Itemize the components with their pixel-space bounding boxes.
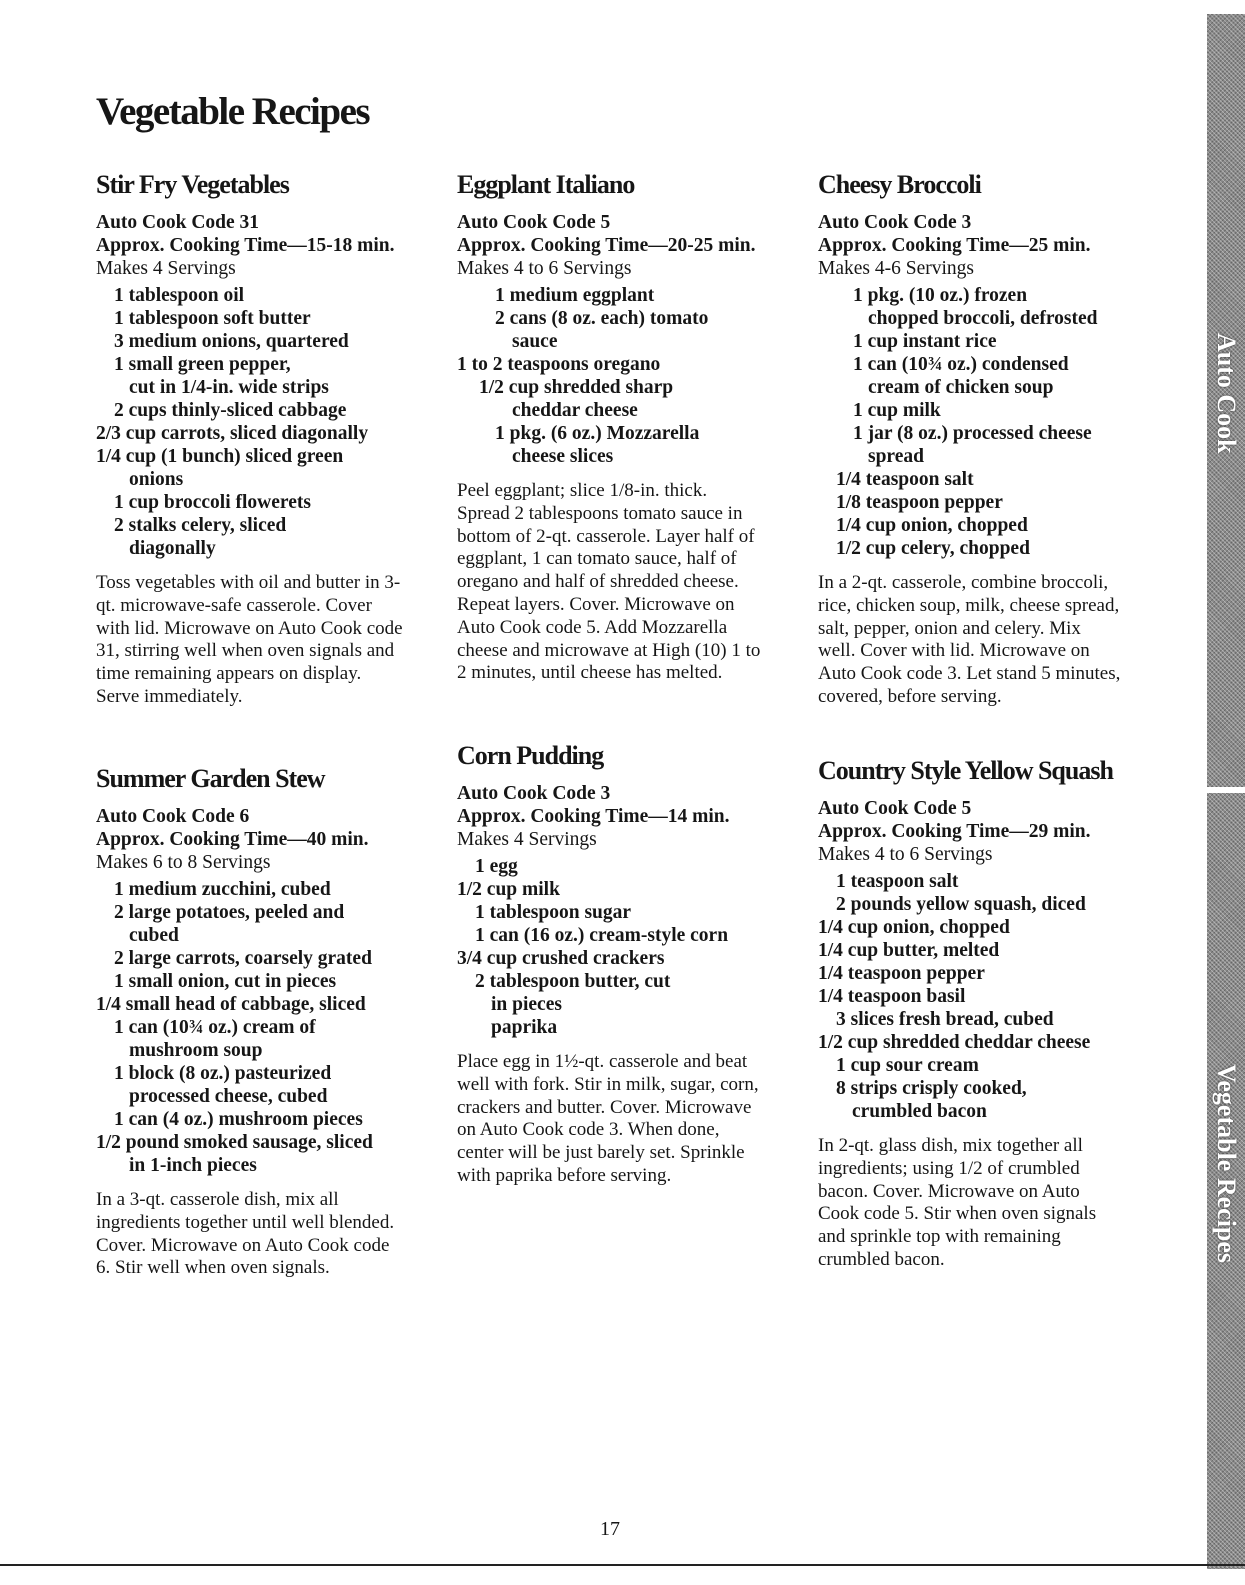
ingredient-list xyxy=(818,870,1148,1123)
ingredient-line: in pieces xyxy=(491,994,562,1015)
ingredient-line: cheddar cheese xyxy=(512,400,638,421)
recipe-title: Eggplant Italiano xyxy=(457,170,635,199)
recipe-corn-pudding xyxy=(457,743,787,1207)
page-title: Vegetable Recipes xyxy=(96,90,370,133)
ingredient-line: 1 tablespoon soft butter xyxy=(114,308,311,329)
ingredient-line: 3 slices fresh bread, cubed xyxy=(836,1009,1054,1030)
side-tab-text xyxy=(1211,28,1241,1568)
ingredient-line: 1 can (10¾ oz.) cream of xyxy=(114,1017,316,1038)
recipe-meta xyxy=(457,782,787,851)
recipe-title: Cheesy Broccoli xyxy=(818,170,981,199)
ingredient-line: 3 medium onions, quartered xyxy=(114,331,349,352)
ingredient-line: 1 can (16 oz.) cream-style corn xyxy=(475,925,729,946)
ingredient-line: 1/2 pound smoked sausage, sliced xyxy=(96,1132,373,1153)
ingredient-line: 1 jar (8 oz.) processed cheese xyxy=(853,423,1092,444)
ingredient-line: sauce xyxy=(512,331,558,352)
ingredient-line: 1/4 cup butter, melted xyxy=(818,940,1000,961)
ingredient-line: 1 to 2 teaspoons oregano xyxy=(457,354,661,375)
directions: Peel eggplant; slice 1/8-in. thick. Spread 2 tablespoons tomato sauce in bottom of 2-qt. casserole. Layer half of eggplant, 1 can tomato sauce, half of oregano and half of shredded cheese. Repeat layers. Cover. Microwave on Auto Cook code 5. Add Mozzarella cheese and microwave at High (10) 1 to 2 minutes, until cheese has melted. xyxy=(457,480,761,684)
ingredient-line: diagonally xyxy=(129,538,216,559)
side-tab-label: Auto Cook xyxy=(1212,333,1241,454)
recipe-meta xyxy=(96,805,426,874)
ingredient-line: 1/8 teaspoon pepper xyxy=(836,492,1003,513)
recipe-title: Stir Fry Vegetables xyxy=(96,170,289,199)
ingredient-line: 2 large potatoes, peeled and xyxy=(114,902,345,923)
cooking-time: Approx. Cooking Time—20-25 min. xyxy=(457,235,756,256)
ingredient-line: 1 cup milk xyxy=(853,400,941,421)
cooking-time: Approx. Cooking Time—25 min. xyxy=(818,235,1091,256)
ingredient-line: 1/2 cup shredded sharp xyxy=(479,377,674,398)
auto-cook-code: Auto Cook Code 3 xyxy=(457,783,611,804)
recipe-title: Summer Garden Stew xyxy=(96,764,325,793)
ingredient-line: onions xyxy=(129,469,184,490)
ingredient-line: cream of chicken soup xyxy=(868,377,1054,398)
ingredient-line: 1/4 cup (1 bunch) sliced green xyxy=(96,446,344,467)
side-tab-label: Vegetable Recipes xyxy=(1212,1063,1241,1263)
servings: Makes 4 to 6 Servings xyxy=(457,258,632,279)
servings: Makes 4 to 6 Servings xyxy=(818,844,993,865)
recipe-cheesy-broccoli xyxy=(818,172,1148,728)
recipe-eggplant-italiano xyxy=(457,172,787,704)
auto-cook-code: Auto Cook Code 6 xyxy=(96,806,250,827)
ingredient-line: 1/4 teaspoon basil xyxy=(818,986,966,1007)
directions: Place egg in 1½-qt. casserole and beat well with fork. Stir in milk, sugar, corn, crackers and butter. Cover. Microwave on Auto Cook code 3. When done, center will be just barely set. Sprinkle with paprika before serving. xyxy=(457,1051,759,1186)
recipe-country-style-yellow-squash xyxy=(818,758,1148,1291)
ingredient-line: spread xyxy=(868,446,924,467)
page-number: 17 xyxy=(600,1518,620,1540)
auto-cook-code: Auto Cook Code 3 xyxy=(818,212,972,233)
ingredient-line: 1 block (8 oz.) pasteurized xyxy=(114,1063,332,1084)
ingredient-list xyxy=(457,855,787,1039)
ingredient-line: 1 can (10¾ oz.) condensed xyxy=(853,354,1069,375)
recipe-title: Corn Pudding xyxy=(457,741,604,770)
recipe-meta xyxy=(818,797,1148,866)
ingredient-line: cut in 1/4-in. wide strips xyxy=(129,377,329,398)
cooking-time: Approx. Cooking Time—14 min. xyxy=(457,806,730,827)
ingredient-line: 1 small green pepper, xyxy=(114,354,291,375)
ingredient-line: 1/4 teaspoon pepper xyxy=(818,963,985,984)
ingredient-line: 1/2 cup shredded cheddar cheese xyxy=(818,1032,1091,1053)
ingredient-line: mushroom soup xyxy=(129,1040,263,1061)
ingredient-line: 2 cups thinly-sliced cabbage xyxy=(114,400,347,421)
ingredient-line: 2/3 cup carrots, sliced diagonally xyxy=(96,423,369,444)
ingredient-line: processed cheese, cubed xyxy=(129,1086,328,1107)
ingredient-line: 1 cup broccoli flowerets xyxy=(114,492,311,513)
cooking-time: Approx. Cooking Time—29 min. xyxy=(818,821,1091,842)
directions: In a 2-qt. casserole, combine broccoli, rice, chicken soup, milk, cheese spread, salt, pepper, onion and celery. Mix well. Cover with lid. Microwave on Auto Cook code 3. Let stand 5 minutes, covered, before serving. xyxy=(818,572,1121,707)
ingredient-line: cheese slices xyxy=(512,446,614,467)
ingredient-line: paprika xyxy=(491,1017,558,1038)
ingredient-line: 1 cup instant rice xyxy=(853,331,997,352)
servings: Makes 4 Servings xyxy=(457,829,597,850)
bottom-rule xyxy=(0,1564,1245,1566)
ingredient-line: chopped broccoli, defrosted xyxy=(868,308,1098,329)
ingredient-list xyxy=(457,284,787,468)
ingredient-line: 1/4 teaspoon salt xyxy=(836,469,974,490)
section-side-tab xyxy=(1207,14,1245,1569)
recipe-summer-garden-stew xyxy=(96,766,426,1299)
directions: Toss vegetables with oil and butter in 3-qt. microwave-safe casserole. Cover with lid. Microwave on Auto Cook code 31, stirring well when oven signals and time remaining appears on display. Serve immediately. xyxy=(96,572,403,707)
ingredient-line: 2 tablespoon butter, cut xyxy=(475,971,671,992)
ingredient-line: 1/4 cup onion, chopped xyxy=(818,917,1010,938)
directions: In 2-qt. glass dish, mix together all ingredients; using 1/2 of crumbled bacon. Cover. Microwave on Auto Cook code 5. Stir when oven signals and sprinkle top with remaining crumbled bacon. xyxy=(818,1135,1097,1270)
ingredient-line: 1/4 cup onion, chopped xyxy=(836,515,1028,536)
recipe-meta xyxy=(818,211,1148,280)
directions: In a 3-qt. casserole dish, mix all ingredients together until well blended. Cover. Microwave on Auto Cook code 6. Stir well when oven signals. xyxy=(96,1189,395,1279)
auto-cook-code: Auto Cook Code 5 xyxy=(818,798,972,819)
ingredient-line: crumbled bacon xyxy=(852,1101,987,1122)
ingredient-line: 2 cans (8 oz. each) tomato xyxy=(495,308,709,329)
servings: Makes 6 to 8 Servings xyxy=(96,852,271,873)
ingredient-line: 1 pkg. (6 oz.) Mozzarella xyxy=(495,423,700,444)
cooking-time: Approx. Cooking Time—15-18 min. xyxy=(96,235,395,256)
ingredient-line: 2 large carrots, coarsely grated xyxy=(114,948,372,969)
recipe-meta xyxy=(457,211,787,280)
ingredient-line: 2 pounds yellow squash, diced xyxy=(836,894,1086,915)
ingredient-line: 1 tablespoon sugar xyxy=(475,902,632,923)
ingredient-line: 1 medium eggplant xyxy=(495,285,655,306)
ingredient-list xyxy=(96,284,426,560)
ingredient-line: 1 can (4 oz.) mushroom pieces xyxy=(114,1109,363,1130)
recipe-meta xyxy=(96,211,426,280)
ingredient-line: 1/2 cup celery, chopped xyxy=(836,538,1030,559)
recipe-stir-fry-vegetables xyxy=(96,172,426,728)
ingredient-line: 2 stalks celery, sliced xyxy=(114,515,287,536)
ingredient-line: 1 pkg. (10 oz.) frozen xyxy=(853,285,1028,306)
ingredient-line: 1/4 small head of cabbage, sliced xyxy=(96,994,366,1015)
ingredient-list xyxy=(96,878,426,1177)
ingredient-line: 8 strips crisply cooked, xyxy=(836,1078,1027,1099)
auto-cook-code: Auto Cook Code 5 xyxy=(457,212,611,233)
cooking-time: Approx. Cooking Time—40 min. xyxy=(96,829,369,850)
servings: Makes 4-6 Servings xyxy=(818,258,974,279)
ingredient-line: 1 egg xyxy=(475,856,518,877)
recipe-title: Country Style Yellow Squash xyxy=(818,756,1113,785)
ingredient-line: 1/2 cup milk xyxy=(457,879,560,900)
ingredient-line: 1 teaspoon salt xyxy=(836,871,959,892)
servings: Makes 4 Servings xyxy=(96,258,236,279)
ingredient-line: 1 tablespoon oil xyxy=(114,285,245,306)
ingredient-line: 1 small onion, cut in pieces xyxy=(114,971,337,992)
ingredient-line: 1 medium zucchini, cubed xyxy=(114,879,331,900)
ingredient-line: in 1-inch pieces xyxy=(129,1155,257,1176)
ingredient-line: 1 cup sour cream xyxy=(836,1055,979,1076)
ingredient-list xyxy=(818,284,1148,560)
ingredient-line: cubed xyxy=(129,925,179,946)
ingredient-line: 3/4 cup crushed crackers xyxy=(457,948,665,969)
auto-cook-code: Auto Cook Code 31 xyxy=(96,212,260,233)
